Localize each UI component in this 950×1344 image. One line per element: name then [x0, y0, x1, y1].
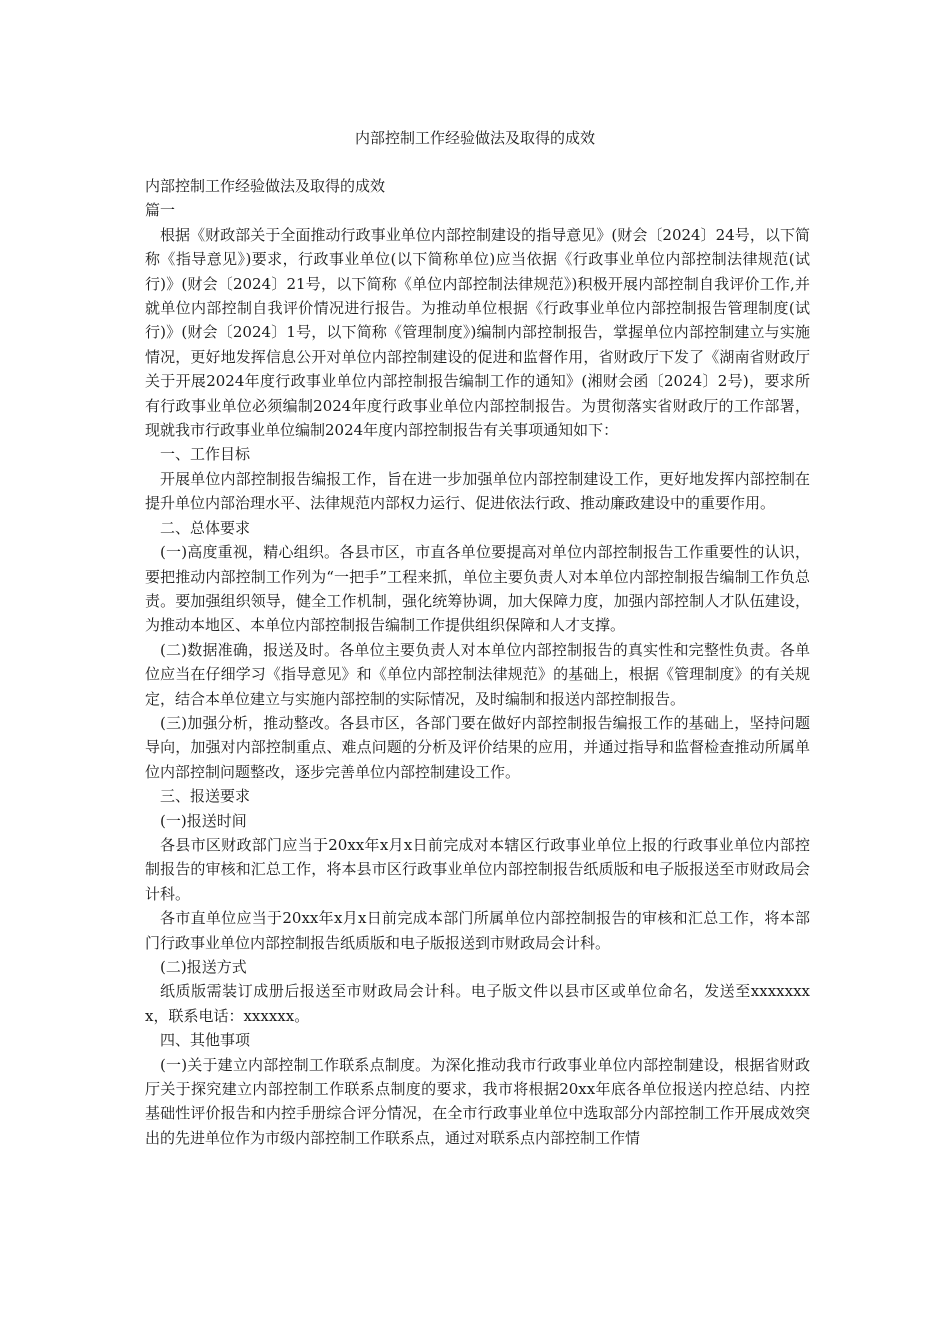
body-paragraph: (二)报送方式	[160, 958, 247, 976]
body-paragraph: (一)报送时间	[160, 811, 247, 830]
subtitle-line: 内部控制工作经验做法及取得的成效	[145, 177, 386, 195]
body-paragraph: 根据《财政部关于全面推动行政事业单位内部控制建设的指导意见》(财会〔2024〕24号，以下简称《指导意见》)要求，行政事业单位(以下简称单位)应当依据《行政事业单位内部控制法律规范(试行)》(财会〔2024〕21号，以下简称《单位内部控制法律规范》)积极开展内部控制自我评价工作,并就单位内部控制自我评价情况进行报告。为推动单位根据《行政事业单位内部控制报告管理制度(试行)》(财会〔2024〕1号，以下简称《管理制度》)编制内部控制报告，掌握单位内部控制建立与实施情况，更好地发挥信息公开对单位内部控制建设的促进和监督作用，省财政厅下发了《湖南省财政厅关于开展2024年度行政事业单位内部控制报告编制工作的通知》(湘财会函〔2024〕2号)，要求所有行政事业单位必须编制2024年度行政事业单位内部控制报告。为贯彻落实省财政厅的工作部署，现就我市行政事业单位编制2024年度内部控制报告有关事项通知如下：	[145, 225, 810, 440]
body-paragraph: (二)数据准确，报送及时。各单位主要负责人对本单位内部控制报告的真实性和完整性负责。各单位应当在仔细学习《指导意见》和《单位内部控制法律规范》的基础上，根据《管理制度》的有关规定，结合本单位建立与实施内部控制的实际情况，及时编制和报送内部控制报告。	[145, 640, 810, 708]
body-paragraph: (三)加强分析，推动整改。各县市区，各部门要在做好内部控制报告编报工作的基础上，坚持问题导向，加强对内部控制重点、难点问题的分析及评价结果的应用，并通过指导和监督检查推动所属单位内部控制问题整改，逐步完善单位内部控制建设工作。	[145, 713, 810, 781]
body-paragraph: 三、报送要求	[160, 787, 251, 806]
section-label: 篇一	[145, 201, 176, 220]
document-title: 内部控制工作经验做法及取得的成效	[354, 129, 595, 147]
body-paragraph: 二、总体要求	[160, 518, 251, 537]
body-paragraph: 一、工作目标	[160, 445, 251, 464]
body-paragraph: 各县市区财政部门应当于20xx年x月x日前完成对本辖区行政事业单位上报的行政事业单位内部控制报告的审核和汇总工作，将本县市区行政事业单位内部控制报告纸质版和电子版报送至市财政局会计科。	[145, 835, 810, 903]
document-body	[145, 174, 810, 1150]
body-paragraph: 纸质版需装订成册后报送至市财政局会计科。电子版文件以县市区或单位命名，发送至xxxxxxxx，联系电话：xxxxxx。	[145, 982, 810, 1025]
body-paragraph: 各市直单位应当于20xx年x月x日前完成本部门所属单位内部控制报告的审核和汇总工作，将本部门行政事业单位内部控制报告纸质版和电子版报送到市财政局会计科。	[145, 909, 810, 952]
body-paragraph: 四、其他事项	[160, 1031, 251, 1050]
body-paragraph: (一)关于建立内部控制工作联系点制度。为深化推动我市行政事业单位内部控制建设，根据省财政厅关于探究建立内部控制工作联系点制度的要求，我市将根据20xx年底各单位报送内控总结、内控基础性评价报告和内控手册综合评分情况，在全市行政事业单位中选取部分内部控制工作开展成效突出的先进单位作为市级内部控制工作联系点，通过对联系点内部控制工作情	[145, 1055, 810, 1147]
body-paragraph: (一)高度重视，精心组织。各县市区，市直各单位要提高对单位内部控制报告工作重要性的认识，要把推动内部控制工作列为“一把手”工程来抓，单位主要负责人对本单位内部控制报告编制工作负总责。要加强组织领导，健全工作机制，强化统筹协调，加大保障力度，加强内部控制人才队伍建设，为推动本地区、本单位内部控制报告编制工作提供组织保障和人才支撑。	[145, 543, 810, 635]
body-paragraph: 开展单位内部控制报告编报工作，旨在进一步加强单位内部控制建设工作，更好地发挥内部控制在提升单位内部治理水平、法律规范内部权力运行、促进依法行政、推动廉政建设中的重要作用。	[145, 469, 810, 513]
